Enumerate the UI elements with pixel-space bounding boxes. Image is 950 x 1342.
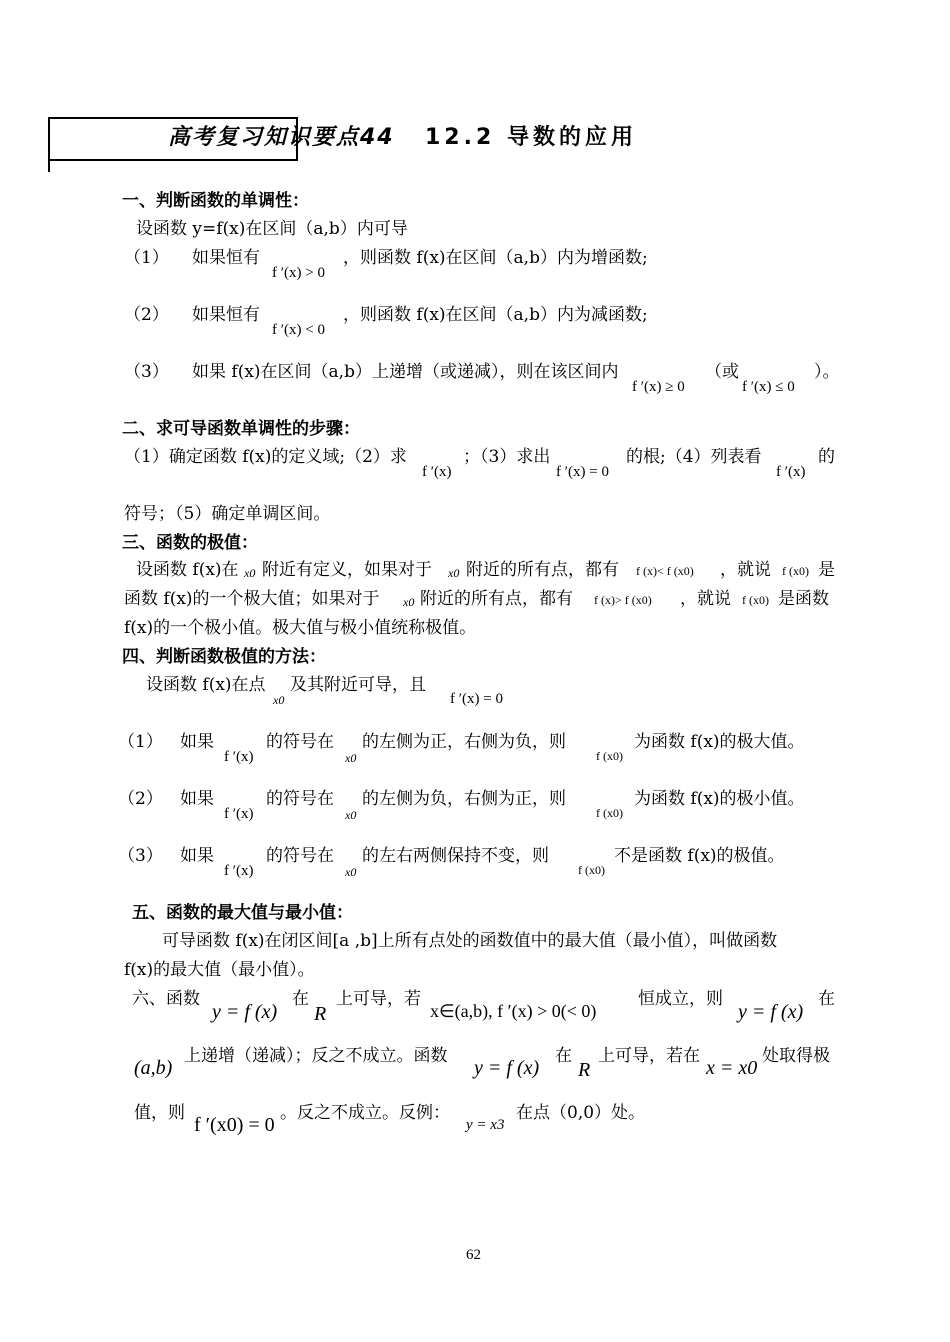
s3-line1-math2: f (x0) [782, 564, 809, 578]
s2-line1-b: ；（3）求出 [463, 447, 551, 467]
s4-item3-b: 的符号在 [266, 846, 334, 866]
s5-line1: 可导函数 f(x)在闭区间[a ,b]上所有点处的函数值中的最大值（最小值），叫做函数 [162, 931, 778, 951]
s3-line2-c: ，就说 [680, 589, 731, 609]
s5-heading: 五、函数的最大值与最小值： [132, 903, 353, 923]
s1-item2-number: （2） [124, 305, 169, 325]
s3-line1-x0a: x0 [244, 566, 256, 580]
s1-item2-text: 如果恒有 [192, 305, 260, 325]
s3-line1-x0b: x0 [448, 566, 460, 580]
s4-item1-math1: f ′(x) [224, 749, 254, 765]
s4-item2-b: 的符号在 [266, 789, 334, 809]
s6-line2-d: 处取得极 [762, 1046, 830, 1066]
s4-item2-d: 为函数 f(x)的极小值。 [634, 789, 805, 809]
s4-item1-x0: x0 [345, 751, 357, 765]
s2-line1-c: 的根;（4）列表看 [626, 447, 762, 467]
s6-line3-c: 在点（0,0）处。 [516, 1103, 646, 1123]
title-frame-tick [48, 157, 50, 172]
s2-line1-math3: f ′(x) [776, 464, 806, 480]
s1-item3-math1: f ′(x) ≥ 0 [632, 379, 685, 395]
s6-line1-math1: y = f (x) [212, 1001, 278, 1023]
s3-line2-d: 是函数 [778, 589, 829, 609]
s3-line1-a: 设函数 f(x)在 [136, 560, 239, 580]
s4-item3-d: 不是函数 f(x)的极值。 [614, 846, 785, 866]
s4-item1-c: 的左侧为正，右侧为负，则 [362, 732, 566, 752]
s6-line2-math3: x = x0 [706, 1057, 758, 1079]
s1-item1-number: （1） [124, 248, 169, 268]
s6-line3-a: 值，则 [134, 1103, 185, 1123]
s1-item3-text: 如果 f(x)在区间（a,b）上递增（或递减），则在该区间内 [192, 362, 619, 382]
s1-item3-number: （3） [124, 362, 169, 382]
s1-item1-tail: ，则函数 f(x)在区间（a,b）内为增函数; [343, 248, 648, 268]
title-part2: 12.2 导数的应用 [425, 125, 637, 150]
s1-item1-text: 如果恒有 [192, 248, 260, 268]
s6-line1-b: 在 [292, 989, 309, 1009]
s3-line2-x0: x0 [403, 595, 415, 609]
s2-line1-math1: f ′(x) [422, 464, 452, 480]
s4-item2-number: （2） [118, 789, 163, 809]
s4-item3-x0: x0 [345, 865, 357, 879]
s3-heading: 三、函数的极值： [122, 533, 258, 553]
s4-item2-math2: f (x0) [596, 806, 623, 820]
s6-line1-c: 上可导，若 [336, 989, 421, 1009]
s4-intro-math: f ′(x) = 0 [450, 691, 503, 707]
s4-item1-d: 为函数 f(x)的极大值。 [634, 732, 805, 752]
s4-item2-c: 的左侧为负，右侧为正，则 [362, 789, 566, 809]
s2-line1-d: 的 [818, 447, 835, 467]
s2-line1-a: （1）确定函数 f(x)的定义域;（2）求 [124, 447, 407, 467]
s4-item1-number: （1） [118, 732, 163, 752]
s6-line2-math2: y = f (x) [474, 1057, 540, 1079]
s6-line2-c: 上可导，若在 [598, 1046, 700, 1066]
s6-line2-math1: (a,b) [134, 1057, 173, 1079]
s6-line3-b: 。反之不成立。反例： [280, 1103, 450, 1123]
s2-line1-math2: f ′(x) = 0 [556, 464, 609, 480]
s3-line2-math1: f (x)> f (x0) [594, 593, 652, 607]
s3-line1-e: 是 [818, 560, 835, 580]
s6-line1-a: 六、函数 [132, 989, 200, 1009]
s6-line1-math3: y = f (x) [738, 1001, 804, 1023]
s6-line2-b: 在 [555, 1046, 572, 1066]
s4-intro-b: 及其附近可导，且 [290, 675, 426, 695]
s6-line1-R: R [314, 1003, 327, 1025]
s1-item2-tail: ，则函数 f(x)在区间（a,b）内为减函数; [343, 305, 648, 325]
s4-item3-math1: f ′(x) [224, 863, 254, 879]
s4-intro-a: 设函数 f(x)在点 [146, 675, 266, 695]
s4-heading: 四、判断函数极值的方法： [122, 647, 326, 667]
s3-line1-d: ，就说 [720, 560, 771, 580]
s4-item2-x0: x0 [345, 808, 357, 822]
s4-item3-number: （3） [118, 846, 163, 866]
s6-line3-math1: f ′(x0) = 0 [194, 1114, 275, 1136]
s5-line2: f(x)的最大值（最小值）。 [124, 960, 315, 980]
s3-line1-math1: f (x)< f (x0) [636, 564, 694, 578]
s1-item2-math: f ′(x) < 0 [272, 322, 325, 338]
s3-line2-a: 函数 f(x)的一个极大值；如果对于 [124, 589, 380, 609]
s3-line1-b: 附近有定义，如果对于 [262, 560, 432, 580]
s1-item3-math2: f ′(x) ≤ 0 [742, 379, 795, 395]
s2-line2: 符号；（5）确定单调区间。 [124, 504, 331, 524]
s4-item2-a: 如果 [180, 789, 214, 809]
s1-item1-math: f ′(x) > 0 [272, 265, 325, 281]
s3-line2-b: 附近的所有点，都有 [420, 589, 573, 609]
s3-line2-math2: f (x0) [742, 593, 769, 607]
s1-item3-end: ）。 [814, 362, 840, 382]
s6-line1-e: 在 [818, 989, 835, 1009]
s6-line2-a: 上递增（递减）；反之不成立。函数 [184, 1046, 448, 1066]
s3-line3: f(x)的一个极小值。极大值与极小值统称极值。 [124, 618, 477, 638]
s4-item3-c: 的左右两侧保持不变，则 [362, 846, 549, 866]
s4-item1-b: 的符号在 [266, 732, 334, 752]
s6-line2-R: R [578, 1059, 591, 1081]
s6-line1-math2: x∈(a,b), f ′(x) > 0(< 0) [430, 1001, 597, 1021]
s4-item1-a: 如果 [180, 732, 214, 752]
s1-intro: 设函数 y=f(x)在区间（a,b）内可导 [136, 219, 408, 239]
title-part1: 高考复习知识要点44 [168, 125, 395, 150]
s4-item3-a: 如果 [180, 846, 214, 866]
s1-item3-mid: （或 [705, 362, 739, 382]
s4-item2-math1: f ′(x) [224, 806, 254, 822]
s4-item3-math2: f (x0) [578, 863, 605, 877]
s3-line1-c: 附近的所有点，都有 [466, 560, 619, 580]
page-number: 62 [466, 1247, 481, 1263]
s4-item1-math2: f (x0) [596, 749, 623, 763]
s6-line3-math2: y = x3 [466, 1117, 505, 1133]
s2-heading: 二、求可导函数单调性的步骤： [122, 419, 360, 439]
s6-line1-d: 恒成立，则 [638, 989, 723, 1009]
s1-heading: 一、判断函数的单调性： [122, 191, 309, 211]
s4-intro-x0: x0 [273, 693, 285, 707]
